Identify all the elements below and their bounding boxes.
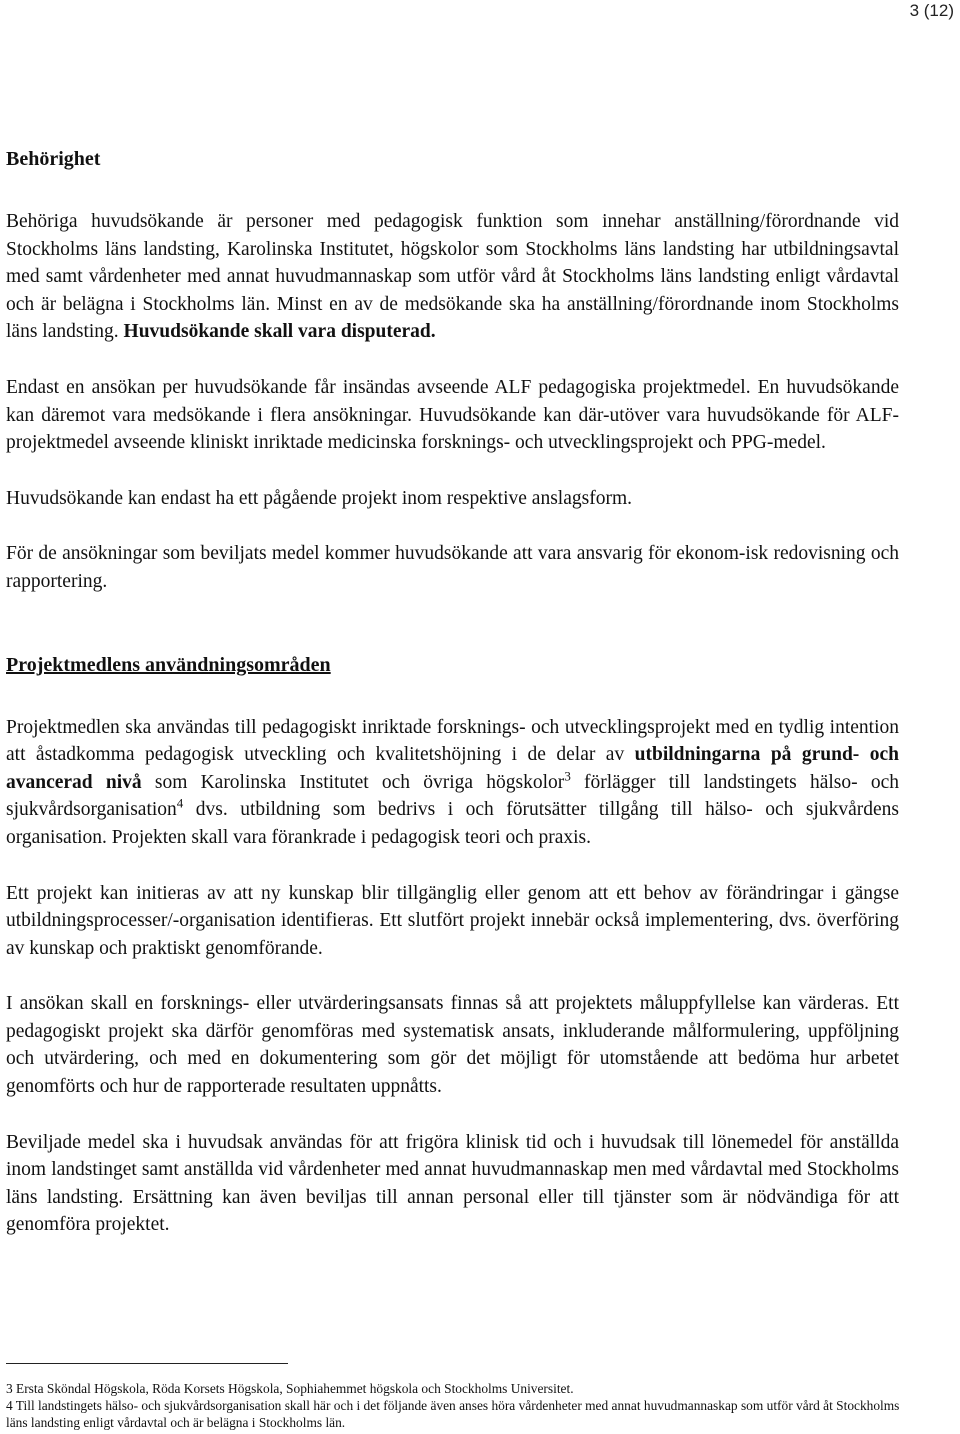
paragraph: Ett projekt kan initieras av att ny kunskap blir tillgänglig eller genom att ett behov av förändringar i gängse utbildningsprocesser/-organisation identifieras. Ett slutfört projekt innebär också implementering, dvs. överföring av kunskap och praktiskt genomförande.	[6, 882, 899, 959]
footnote-ref[interactable]: 3	[564, 768, 571, 784]
document-body	[6, 140, 899, 1239]
footnotes	[6, 1380, 906, 1431]
paragraph	[6, 714, 899, 852]
page-number: 3 (12)	[909, 1, 954, 20]
section-heading-projektmedel: Projektmedlens användningsområden	[6, 653, 331, 676]
paragraph-bold-text: Huvudsökande skall vara disputerad.	[123, 321, 436, 343]
footnote-ref[interactable]: 4	[176, 795, 184, 811]
paragraph: För de ansökningar som beviljats medel kommer huvudsökande att vara ansvarig för ekonom-isk redovisning och rapportering.	[6, 543, 899, 592]
paragraph-text: som Karolinska Institutet och övriga högskolor	[141, 771, 565, 793]
paragraph: Endast en ansökan per huvudsökande får insändas avseende ALF pedagogiska projektmedel. En huvudsökande kan däremot vara medsökande i flera ansökningar. Huvudsökande kan där-utöver vara huvudsökande för ALF-projektmedel avseende kliniskt inriktade medicinska forsknings- och utvecklingsprojekt och PPG-medel.	[6, 376, 899, 454]
paragraph: I ansökan skall en forsknings- eller utvärderingsansats finnas så att projektets måluppfyllelse kan värderas. Ett pedagogiskt projekt ska därför genomföras med systematisk ansats, inkluderande målformulering, uppföljning och utvärdering, och med en dokumentering som gör det möjligt för utomstående att bedöma hur arbetet genomförts och hur de rapporterade resultaten uppnåtts.	[6, 993, 899, 1098]
paragraph	[6, 208, 899, 346]
paragraph: Huvudsökande kan endast ha ett pågående projekt inom respektive anslagsform.	[6, 487, 632, 509]
paragraph: Beviljade medel ska i huvudsak användas för att frigöra klinisk tid och i huvudsak till lönemedel för anställda inom landstinget samt anställda vid vårdenheter med annat huvudmannaskap men med vårdavtal med Stockholms läns landsting. Ersättning kan även beviljas till annan personal eller till tjänster som är nödvändiga för att genomföra projektet.	[6, 1131, 899, 1236]
footnote: 3 Ersta Sköndal Högskola, Röda Korsets Högskola, Sophiahemmet högskola och Stockholms Universitet.	[6, 1381, 574, 1396]
section-heading-behorighet: Behörighet	[6, 148, 101, 170]
paragraph-text: förlägger till landstingets hälso- och sjukvårdsorganisation	[6, 771, 899, 821]
paragraph-text: dvs. utbildning som bedrivs i och förutsätter tillgång till hälso- och sjukvårdens organisation. Projekten skall vara förankrade i pedagogisk teori och praxis.	[6, 799, 899, 848]
paragraph-text: Behöriga huvudsökande är personer med pedagogisk funktion som innehar anställning/förordnande vid Stockholms läns landsting, Karolinska Institutet, högskolor som Stockholms läns landsting har utbildningsavtal med samt vårdenheter med annat huvudmannaskap som utför vård åt Stockholms läns landsting enligt vårdavtal och är belägna i Stockholms län. Minst en av de medsökande ska ha anställning/förordnande inom Stockholms läns landsting.	[6, 211, 899, 343]
footnote: 4 Till landstingets hälso- och sjukvårdsorganisation skall här och i det följande även anses höra vårdenheter med annat huvudmannaskap som utför vård åt Stockholms läns landsting enligt vårdavtal och är belägna i Stockholms län.	[6, 1398, 900, 1430]
paragraph-text: Projektmedlen ska användas till pedagogiskt inriktade forsknings- och utvecklingsprojekt med en tydlig intention att åstadkomma pedagogisk utveckling och kvalitetshöjning i de delar av	[6, 716, 899, 766]
footnote-divider	[6, 1363, 288, 1364]
paragraph-bold-text: utbildningarna på grund- och avancerad nivå	[6, 744, 899, 793]
